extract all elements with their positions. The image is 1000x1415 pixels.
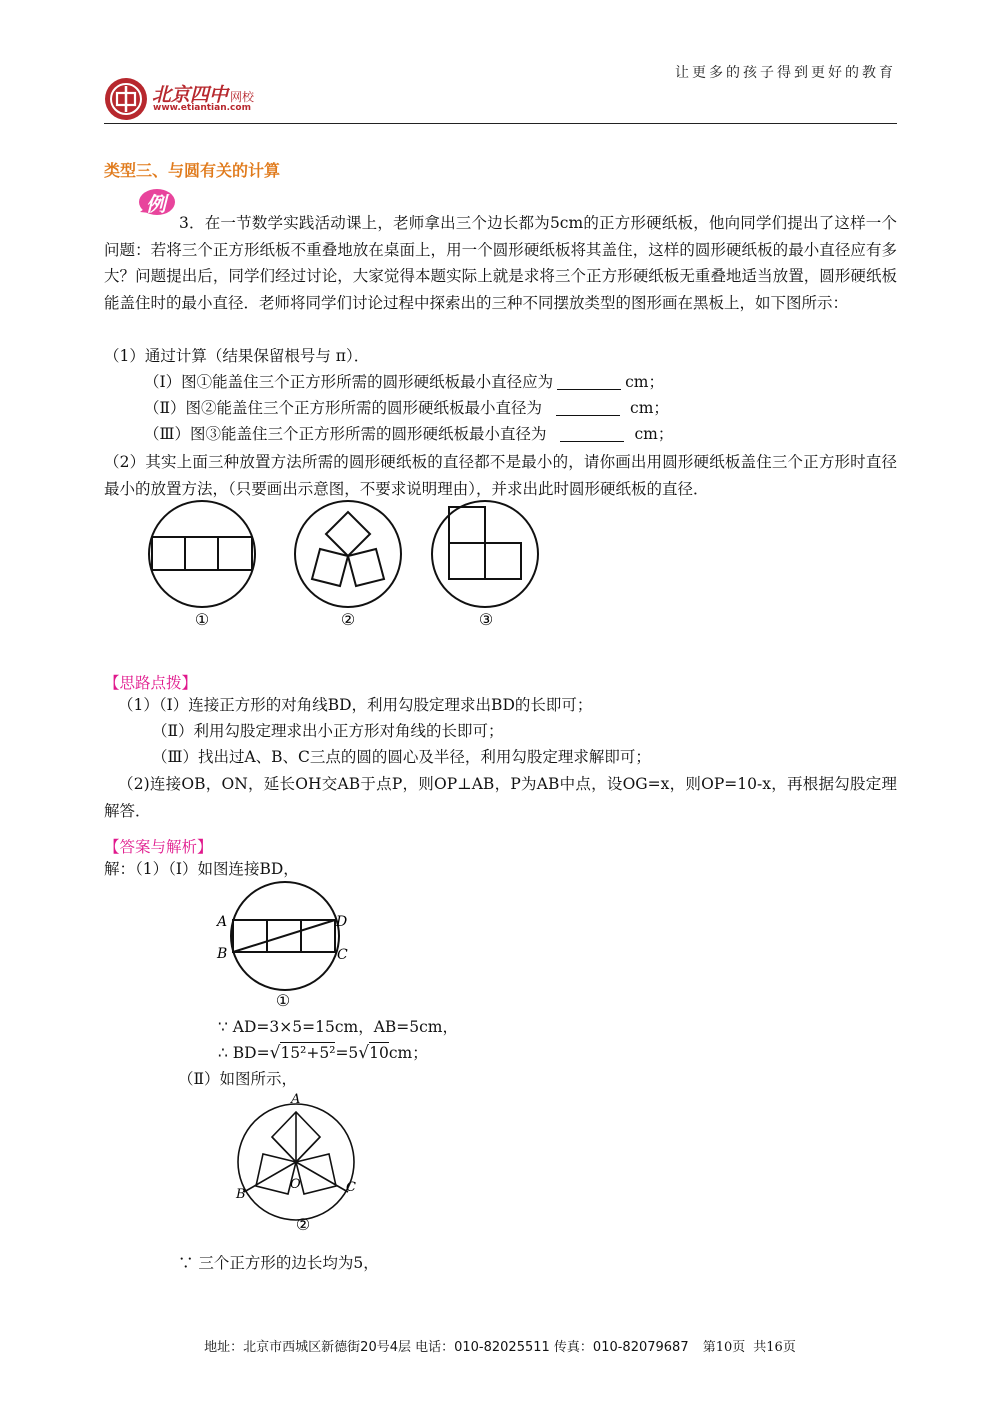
footer-address: 地址：北京市西城区新德街20号4层 电话：010-82025511 传真：010-82079687 bbox=[204, 1340, 689, 1355]
point-label-d: D bbox=[336, 914, 348, 930]
problem-q3: （Ⅲ）图③能盖住三个正方形所需的圆形硬纸板最小直径为 cm； bbox=[144, 425, 674, 443]
footer bbox=[0, 1336, 1000, 1355]
figure-1-label: ① bbox=[194, 610, 210, 629]
answer-line-4: （Ⅱ）如图所示， bbox=[178, 1070, 298, 1088]
answer-blank[interactable] bbox=[556, 399, 620, 416]
answer-figure-2 bbox=[228, 1088, 368, 1238]
figure-2-label: ② bbox=[340, 610, 356, 629]
point-label-b: B bbox=[236, 1187, 246, 1202]
answer-line-1: 解：（1）（Ⅰ）如图连接BD， bbox=[104, 860, 299, 878]
figure-1 bbox=[149, 501, 255, 607]
logo-name: 北京四中 网校 bbox=[152, 84, 255, 106]
example-badge-label: 例 bbox=[146, 192, 166, 216]
problem-part2: （2）其实上面三种放置方法所需的圆形硬纸板的直径都不是最小的，请你画出用圆形硬纸板盖住三个正方形时直径最小的放置方法，（只要画出示意图，不要求说明理由），并求出此时圆形硬纸板的直径． bbox=[104, 453, 897, 498]
answer-blank[interactable] bbox=[560, 425, 624, 442]
hint-title: 【思路点拨】 bbox=[104, 674, 198, 692]
answer-figure-1-label: ① bbox=[275, 991, 291, 1010]
problem-q1: （Ⅰ）图①能盖住三个正方形所需的圆形硬纸板最小直径应为 cm； bbox=[144, 373, 665, 391]
header-divider bbox=[104, 123, 897, 124]
answer-title: 【答案与解析】 bbox=[104, 838, 213, 856]
point-label-c: C bbox=[346, 1180, 356, 1195]
answer-figure-2-label: ② bbox=[295, 1215, 311, 1234]
problem-text: 3．在一节数学实践活动课上，老师拿出三个边长都为5cm的正方形硬纸板，他向同学们提出了这样一个问题：若将三个正方形纸板不重叠地放在桌面上，用一个圆形硬纸板将其盖住，这样的圆形硬纸板的最小直径应有多大？问题提出后，同学们经过讨论，大家觉得本题实际上就是求将三个正方形硬纸板无重叠地适当放置，圆形硬纸板能盖住时的最小直径．老师将同学们讨论过程中探索出的三种不同摆放类型的图形画在黑板上，如下图所示： bbox=[104, 214, 897, 312]
hint-line-3: （Ⅲ）找出过A、B、C三点的圆的圆心及半径，利用勾股定理求解即可； bbox=[152, 748, 651, 766]
hint-line-1: （1）（Ⅰ）连接正方形的对角线BD，利用勾股定理求出BD的长即可； bbox=[118, 696, 593, 714]
answer-line-2: ∵ AD=3×5=15cm，AB=5cm， bbox=[218, 1018, 459, 1036]
point-label-a: A bbox=[291, 1092, 301, 1107]
point-label-a: A bbox=[217, 914, 228, 930]
answer-figure-1 bbox=[210, 880, 360, 1012]
answer-line-5: ∵ 三个正方形的边长均为5， bbox=[178, 1254, 379, 1272]
point-label-o: O bbox=[290, 1177, 301, 1192]
hint-line-4: （2)连接OB，ON，延长OH交AB于点P，则OP⊥AB，P为AB中点，设OG=x，则OP=10-x，再根据勾股定理解答． bbox=[104, 775, 897, 820]
problem-q2: （Ⅱ）图②能盖住三个正方形所需的圆形硬纸板最小直径为 cm； bbox=[144, 399, 669, 417]
hint-line-2: （Ⅱ）利用勾股定理求出小正方形对角线的长即可； bbox=[152, 722, 504, 740]
header-slogan: 让更多的孩子得到更好的教育 bbox=[675, 65, 896, 81]
problem-part1-intro: （1）通过计算（结果保留根号与 π）． bbox=[104, 347, 370, 365]
figure-2 bbox=[295, 501, 401, 607]
logo bbox=[103, 76, 149, 122]
figure-3 bbox=[432, 501, 538, 607]
section-title: 类型三、与圆有关的计算 bbox=[104, 161, 281, 180]
answer-blank[interactable] bbox=[557, 373, 621, 390]
footer-page-info: 第10页 共16页 bbox=[702, 1340, 796, 1355]
point-label-c: C bbox=[337, 947, 348, 963]
problem-figures bbox=[140, 498, 560, 634]
point-label-b: B bbox=[217, 946, 228, 962]
answer-line-3: ∴ BD=√15²+5²=5√10cm； bbox=[218, 1043, 428, 1063]
logo-url: www.etiantian.com bbox=[153, 103, 251, 113]
logo-emblem-icon bbox=[103, 76, 149, 122]
figure-3-label: ③ bbox=[478, 610, 494, 629]
